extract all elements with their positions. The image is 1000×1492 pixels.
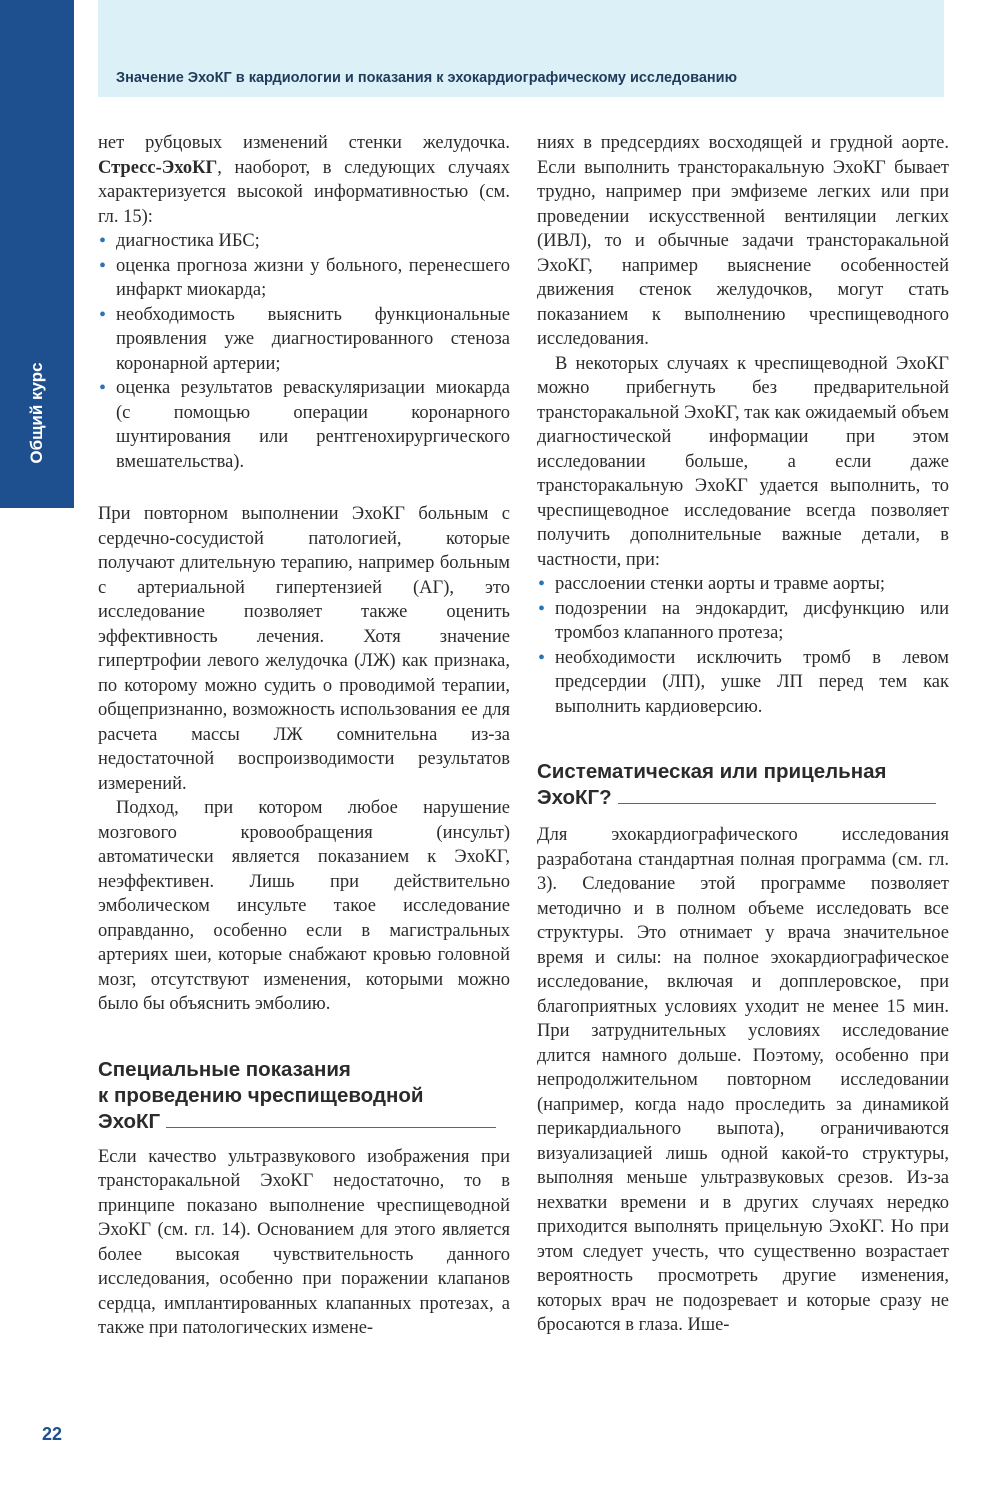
side-tab-label: Общий курс [27,362,46,464]
list-item: • оценка результатов реваскуляризации миокарда (с помощью операции коронарного шунтирования или рентгенохирургического вмешательства). [98,376,510,474]
left-column [98,131,510,1341]
list-item: • оценка прогноза жизни у больного, перенесшего инфаркт миокарда; [98,254,510,303]
list-item: • расслоении стенки аорты и травме аорты; [537,572,949,597]
paragraph: При повторном выполнении ЭхоКГ больным с сердечно-сосудистой патологией, которые получают длительную терапию, например больным с артериальной гипертензией (АГ), это исследование позволяет также оценить эффективность лечения. Хотя значение гипертрофии левого желудочка (ЛЖ) как признака, по которому можно судить о проводимой терапии, общепризнанно, возможность использования ее для расчета массы ЛЖ сомнительна из-за недостаточной воспроизводимости результатов измерений. [98,504,510,794]
side-tab [0,0,74,508]
list-item: • необходимость выяснить функциональные проявления уже диагностированного стеноза коронарной артерии; [98,303,510,377]
list-item: • подозрении на эндокардит, дисфункцию или тромбоз клапанного протеза; [537,597,949,646]
list-item: • необходимости исключить тромб в левом предсердии (ЛП), ушке ЛП перед тем как выполнить кардиоверсию. [537,646,949,720]
heading-rule [618,802,936,804]
list-item: • диагностика ИБС; [98,229,510,254]
section-heading: Специальные показания к проведению чреспищеводной ЭхоКГ [98,1057,510,1135]
bullet-list [98,229,510,474]
page-number: 22 [42,1424,63,1444]
paragraph: Для эхокардиографического исследования разработана стандартная полная программа (см. гл. 3). Следование этой программе позволяет методично и в полном объеме исследовать все структуры. Это отнимает у врача значительное время и силы: на полное эхокардиографическое исследование, включая и допплеровское, при благоприятных условиях уходит не менее 15 мин. При затруднительных условиях исследование длится намного дольше. Поэтому, особенно при непродолжительном повторном исследовании (например, когда надо проследить за динамикой перикардиального выпота), ограничиваются визуализацией лишь одной какой-то структуры, выполняя меньше ультразвуковых срезов. Из-за нехватки времени и в других случаях нередко приходится выполнять прицельную ЭхоКГ. Но при этом следует учесть, что существенно возрастает вероятность просмотреть другие изменения, которых врач не подозревает и которые сразу не бросаются в глаза. Ише- [537,825,949,1335]
section-heading: Систематическая или прицельная ЭхоКГ? [537,759,949,811]
running-head: Значение ЭхоКГ в кардиологии и показания к эхокардиографическому исследованию [116,70,737,86]
paragraph: Если качество ультразвукового изображения при трансторакальной ЭхоКГ недостаточно, то в принципе показано выполнение чреспищеводной ЭхоКГ (см. гл. 14). Основанием для этого является более высокая чувствительность данного исследования, особенно при поражении клапанов сердца, имплантированных клапанных протезах, а также при патологических измене- [98,1146,510,1338]
bullet-list [537,572,949,719]
right-column [537,131,949,1338]
heading-rule [166,1126,496,1128]
paragraph: нет рубцовых изменений стенки желудочка. Стресс-ЭхоКГ, наоборот, в следующих случаях характеризуется высокой информативностью (см. гл. 15): [98,133,510,227]
paragraph: Подход, при котором любое нарушение мозгового кровообращения (инсульт) автоматически является показанием к ЭхоКГ, неэффективен. Лишь при действительно эмболическом инсульте такое исследование оправданно, особенно если в магистральных артериях шеи, которые снабжают кровью головной мозг, отсутствуют изменения, которыми можно было бы объяснить эмболию. [98,798,510,1014]
paragraph: ниях в предсердиях восходящей и грудной аорте. Если выполнить трансторакальную ЭхоКГ бывает трудно, например при эмфиземе легких или при проведении искусственной вентиляции легких (ИВЛ), то и обычные задачи трансторакальной ЭхоКГ, например выяснение особенностей движения стенок желудочков, могут стать показанием к выполнению чреспищеводного исследования. [537,133,949,349]
paragraph: В некоторых случаях к чреспищеводной ЭхоКГ можно прибегнуть без предварительной трансторакальной ЭхоКГ, так как ожидаемый объем диагностической информации при этом исследовании больше, а если даже трансторакальную ЭхоКГ удается выполнить, то чреспищеводное исследование всегда позволяет получить дополнительные важные детали, в частности, при: [537,353,949,570]
bold-term: Стресс-ЭхоКГ [98,157,218,178]
